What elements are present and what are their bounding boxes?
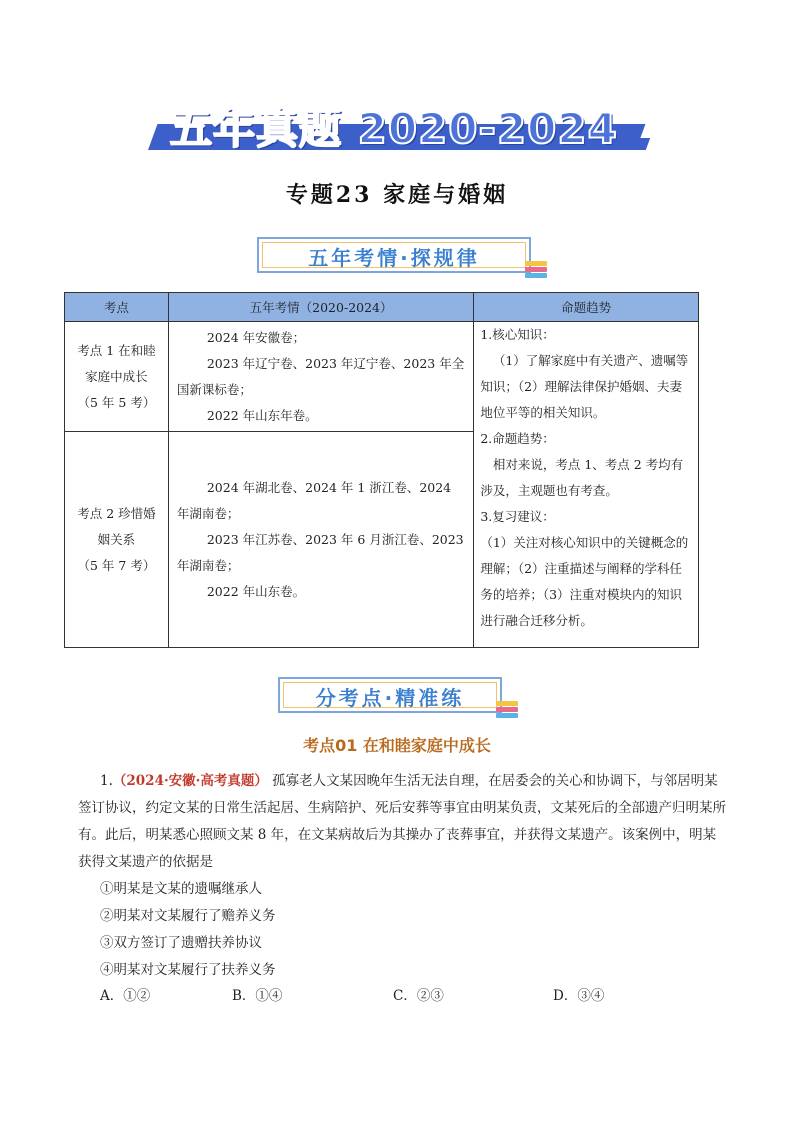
- kaodian-cell: [65, 432, 169, 648]
- kaodian-line: （5 年 7 考）: [77, 557, 156, 573]
- kaodian-line: 考点 2 珍惜婚: [77, 505, 156, 521]
- year-entry: 2022 年山东卷。: [206, 583, 306, 599]
- choice-b: B．①④: [232, 988, 283, 1004]
- year-entry: 2023 年辽宁卷、2023 年辽宁卷、2023 年全国新课标卷；: [176, 355, 465, 397]
- section-label: 分考点·精准练: [315, 686, 465, 710]
- kaodian-cell: [65, 322, 169, 432]
- choice-c: C．②③: [393, 988, 444, 1004]
- books-icon: [525, 261, 547, 279]
- section-ribbon-trends: [257, 237, 531, 273]
- statement-option: ①明某是文某的遗嘱继承人: [100, 881, 262, 897]
- table-row: [65, 322, 699, 432]
- years-cell: [168, 432, 474, 648]
- kaodian-01-title: 考点01 在和睦家庭中成长: [303, 736, 491, 755]
- books-icon: [496, 701, 518, 719]
- header-years: 五年考情（2020-2024）: [168, 293, 474, 322]
- table-header-row: [65, 293, 699, 322]
- trend-line: （1）了解家庭中有关遗产、遗嘱等知识；（2）理解法律保护婚姻、夫妻地位平等的相关知识。: [480, 353, 689, 420]
- kaodian-line: 家庭中成长: [85, 368, 148, 384]
- kaodian-line: 考点 1 在和睦: [77, 342, 156, 358]
- trend-line: 3.复习建议：: [480, 509, 555, 524]
- kaodian-line: （5 年 5 考）: [77, 394, 156, 410]
- question-source: （2024·安徽·高考真题）: [112, 773, 268, 789]
- banner-title: 五年真题 2020-2024: [170, 104, 618, 153]
- section-ribbon-practice: [278, 677, 502, 713]
- statement-option: ④明某对文某履行了扶养义务: [100, 962, 276, 978]
- kaodian-line: 姻关系: [97, 531, 136, 547]
- question-1: [78, 768, 728, 984]
- exam-analysis-table: [64, 292, 699, 648]
- header-trend: 命题趋势: [474, 293, 699, 322]
- year-entry: 2022 年山东年卷。: [206, 407, 318, 423]
- question-number: 1.: [100, 773, 113, 789]
- trend-line: 1.核心知识：: [480, 327, 555, 342]
- year-entry: 2023 年江苏卷、2023 年 6 月浙江卷、2023 年湖南卷；: [176, 531, 464, 573]
- subject-title: 专题23 家庭与婚姻: [285, 182, 509, 208]
- statement-option: ②明某对文某履行了赡养义务: [100, 908, 276, 924]
- header-kaodian: 考点: [65, 293, 169, 322]
- choice-a: A．①②: [100, 988, 151, 1004]
- year-entry: 2024 年安徽卷；: [206, 329, 306, 345]
- choice-d: D．③④: [553, 988, 605, 1004]
- trend-line: （1）关注对核心知识中的关键概念的理解；（2）注重描述与阐释的学科任务的培养；（3）注重对模块内的知识进行融合迁移分析。: [480, 535, 689, 628]
- question-text: 孤寡老人文某因晚年生活无法自理，在居委会的关心和协调下，与邻居明某签订协议，约定文某的日常生活起居、生病陪护、死后安葬等事宜由明某负责，文某死后的全部遗产归明某所有。此后，明某悉心照顾文某 8 年，在文某病故后为其操办了丧葬事宜，并获得文某遗产。该案例中，明某获得文某遗产的依据是: [78, 773, 726, 870]
- section-label: 五年考情·探规律: [308, 246, 480, 270]
- trend-line: 相对来说，考点 1、考点 2 考均有涉及，主观题也有考查。: [480, 457, 684, 498]
- year-entry: 2024 年湖北卷、2024 年 1 浙江卷、2024 年湖南卷；: [176, 479, 452, 521]
- statement-option: ③双方签订了遗赠扶养协议: [100, 935, 262, 951]
- trend-line: 2.命题趋势：: [480, 431, 555, 446]
- banner: [148, 96, 644, 156]
- trend-cell: [474, 322, 699, 648]
- years-cell: [168, 322, 474, 432]
- question-stem: [78, 768, 728, 876]
